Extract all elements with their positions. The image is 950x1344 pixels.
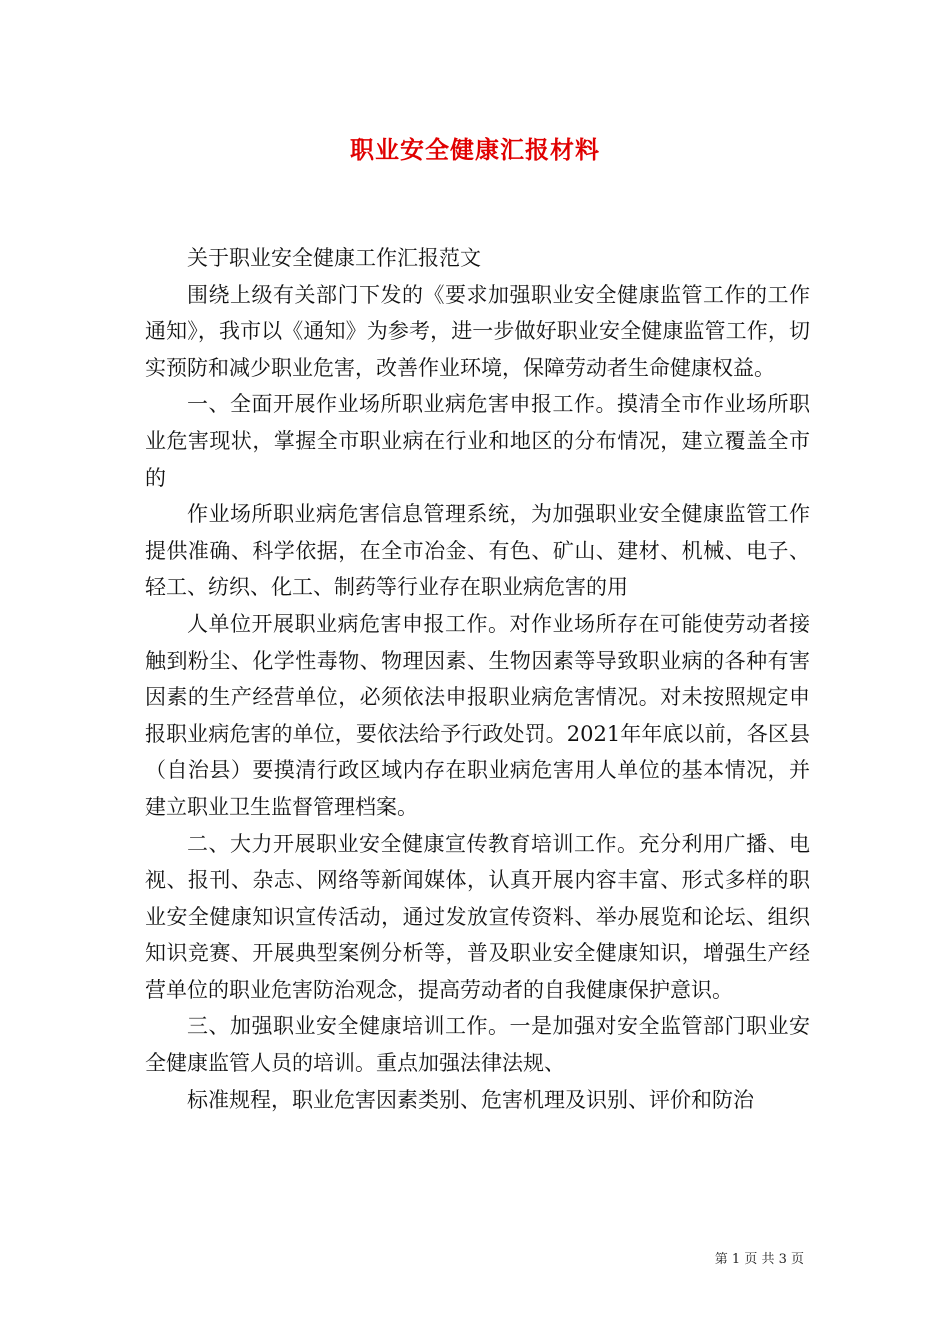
page-number-footer: 第 1 页 共 3 页 [714, 1252, 804, 1267]
document-body [145, 240, 810, 1118]
section-one-paragraph: 一、全面开展作业场所职业病危害申报工作。摸清全市作业场所职业危害现状，掌握全市职业病在行业和地区的分布情况，建立覆盖全市的 [145, 392, 810, 490]
section-one-continued-paragraph: 作业场所职业病危害信息管理系统，为加强职业安全健康监管工作提供准确、科学依据，在全市冶金、有色、矿山、建材、机械、电子、轻工、纺织、化工、制药等行业存在职业病危害的用 [145, 502, 810, 600]
section-three-continued-paragraph: 标准规程，职业危害因素类别、危害机理及识别、评价和防治 [187, 1087, 754, 1112]
section-three-paragraph: 三、加强职业安全健康培训工作。一是加强对安全监管部门职业安全健康监管人员的培训。重点加强法律法规、 [145, 1014, 810, 1076]
subtitle-paragraph: 关于职业安全健康工作汇报范文 [187, 246, 481, 270]
section-one-declaration-paragraph: 人单位开展职业病危害申报工作。对作业场所存在可能使劳动者接触到粉尘、化学性毒物、物理因素、生物因素等导致职业病的各种有害因素的生产经营单位，必须依法申报职业病危害情况。对未按照规定申报职业病危害的单位，要依法给予行政处罚。2021年年底以前，各区县（自治县）要摸清行政区域内存在职业病危害用人单位的基本情况，并建立职业卫生监督管理档案。 [145, 611, 810, 819]
intro-paragraph: 围绕上级有关部门下发的《要求加强职业安全健康监管工作的工作通知》，我市以《通知》为参考，进一步做好职业安全健康监管工作，切实预防和减少职业危害，改善作业环境，保障劳动者生命健康权益。 [145, 282, 810, 380]
section-two-paragraph: 二、大力开展职业安全健康宣传教育培训工作。充分利用广播、电视、报刊、杂志、网络等新闻媒体，认真开展内容丰富、形式多样的职业安全健康知识宣传活动，通过发放宣传资料、举办展览和论坛、组织知识竞赛、开展典型案例分析等，普及职业安全健康知识，增强生产经营单位的职业危害防治观念，提高劳动者的自我健康保护意识。 [145, 831, 810, 1002]
document-title: 职业安全健康汇报材料 [350, 135, 600, 164]
